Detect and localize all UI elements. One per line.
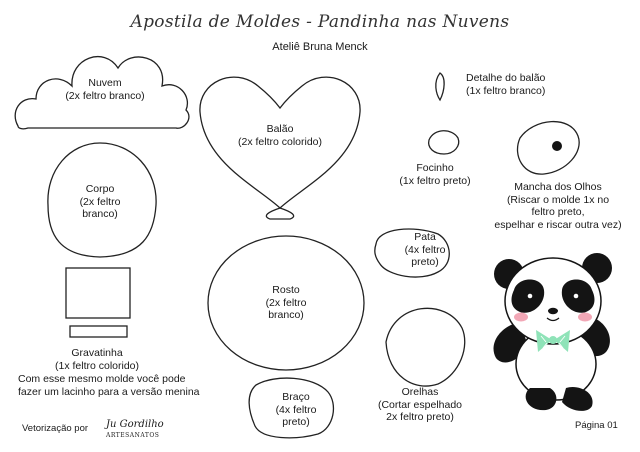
footer-credit: Vetorização por (22, 423, 89, 434)
label-mancha-name: Mancha dos Olhos (514, 181, 602, 193)
signature-name: Ju Gordilho (106, 419, 164, 430)
page-title: Apostila de Moldes - Pandinha nas Nuvens (130, 12, 510, 32)
label-mancha-line-1: (Riscar o molde 1x no (506, 193, 610, 206)
label-orelhas (365, 386, 475, 424)
ear-shape (386, 308, 465, 386)
label-pata-qty-1: (4x feltro (404, 243, 446, 256)
eye-dot-shape (552, 141, 562, 151)
label-gravatinha-note (18, 373, 200, 398)
label-focinho-qty: (1x feltro preto) (399, 174, 471, 187)
eye-patch-shape (517, 122, 579, 175)
snout-shape (429, 131, 459, 154)
label-focinho-name: Focinho (416, 162, 454, 174)
label-detalhe-name: Detalhe do balão (466, 72, 546, 84)
label-corpo-qty-1: (2x feltro (79, 195, 121, 208)
label-braco (256, 391, 336, 429)
label-mancha-line-2: feltro preto, (531, 206, 585, 218)
label-nuvem (50, 77, 160, 102)
page-subtitle: Ateliê Bruna Menck (272, 41, 368, 53)
label-balao-name: Balão (266, 123, 294, 135)
tie-shape (66, 268, 130, 318)
label-nuvem-qty: (2x feltro branco) (65, 89, 145, 102)
label-gravatinha (42, 347, 152, 372)
label-orelhas-name: Orelhas (401, 386, 439, 398)
label-detalhe (466, 72, 545, 97)
label-gravatinha-name: Gravatinha (71, 347, 123, 359)
label-orelhas-qty-1: (Cortar espelhado (377, 398, 463, 411)
panda-illustration (493, 253, 612, 411)
label-gravatinha-note-2: fazer um lacinho para a versão menina (18, 385, 200, 398)
label-rosto-qty-1: (2x feltro (265, 296, 307, 309)
signature-logo (106, 420, 164, 441)
label-braco-qty-2: preto) (282, 416, 310, 428)
label-gravatinha-note-1: Com esse mesmo molde você pode (18, 373, 186, 385)
label-detalhe-qty: (1x feltro branco) (466, 84, 546, 97)
label-rosto (246, 284, 326, 322)
label-nuvem-name: Nuvem (88, 77, 122, 89)
label-mancha (478, 181, 638, 231)
label-balao (225, 123, 335, 148)
label-pata-name: Pata (414, 231, 436, 243)
label-braco-name: Braço (282, 391, 310, 403)
label-rosto-name: Rosto (272, 284, 300, 296)
label-gravatinha-qty: (1x feltro colorido) (54, 359, 140, 372)
balloon-detail-shape (436, 73, 444, 100)
balloon-shape (200, 77, 360, 219)
page-number: Página 01 (575, 420, 618, 431)
label-focinho (380, 162, 490, 187)
label-corpo-name: Corpo (85, 183, 115, 195)
label-rosto-qty-2: branco) (268, 309, 304, 321)
label-braco-qty-1: (4x feltro (275, 403, 317, 416)
label-corpo (60, 183, 140, 221)
label-orelhas-qty-2: 2x feltro preto) (386, 411, 454, 423)
label-balao-qty: (2x feltro colorido) (237, 135, 323, 148)
label-pata-qty-2: preto) (411, 256, 439, 268)
tie-knot-shape (70, 326, 127, 337)
label-mancha-line-3: espelhar e riscar outra vez) (494, 218, 622, 231)
label-corpo-qty-2: branco) (82, 208, 118, 220)
label-pata (385, 231, 465, 269)
signature-sub: ARTESANATOS (106, 432, 160, 439)
